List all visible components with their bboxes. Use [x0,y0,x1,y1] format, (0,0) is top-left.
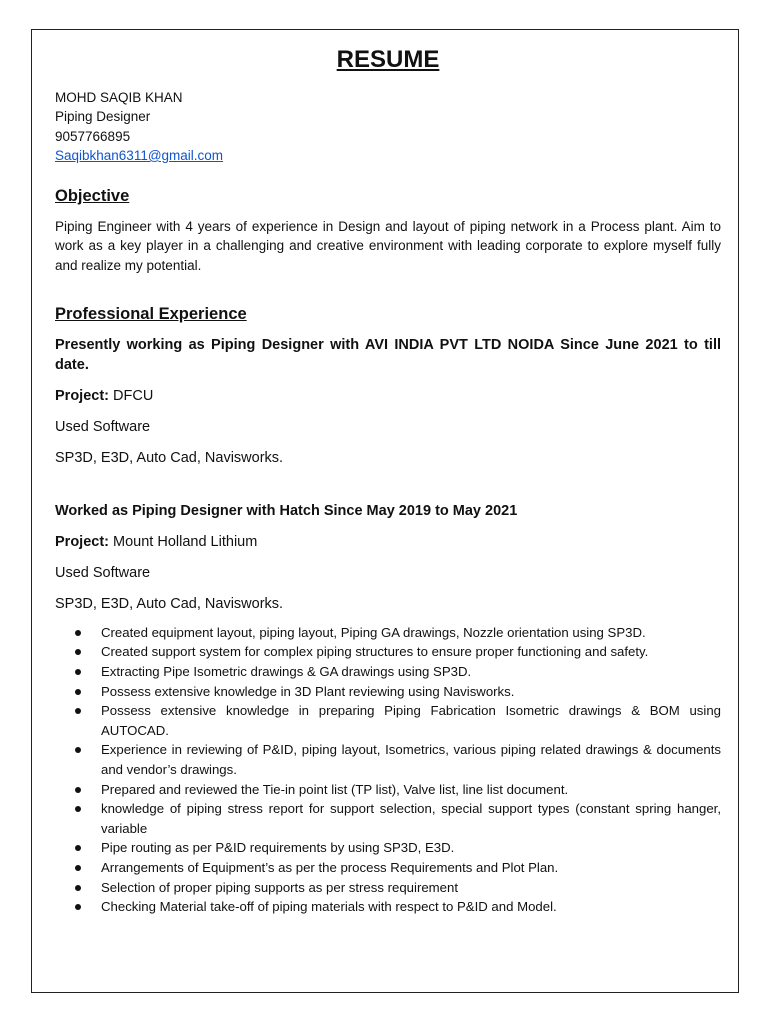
bullet-icon [75,747,81,753]
list-item [55,662,721,682]
bullet-icon [75,865,81,871]
software-list: SP3D, E3D, Auto Cad, Navisworks. [55,595,284,612]
list-item-text: Checking Material take-off of piping materials with respect to P&ID and Model. [101,899,557,915]
list-item-text: Selection of proper piping supports as per stress requirement [101,879,458,895]
list-item [55,838,721,858]
software-label: Used Software [55,564,151,581]
job-heading: Presently working as Piping Designer with AVI INDIA PVT LTD NOIDA Since June 2021 to till date. [55,336,721,373]
bullet-icon [75,787,81,793]
candidate-phone: 9057766895 [55,128,131,144]
job-project-line [55,386,721,406]
contact-block [55,88,721,165]
bullet-icon [75,669,81,675]
bullet-icon [75,689,81,695]
objective-heading: Objective [55,187,130,206]
project-label: Project: [55,533,109,550]
bullet-icon [75,885,81,891]
resume-title: RESUME [336,46,440,73]
list-item [55,701,721,740]
list-item-text: Pipe routing as per P&ID requirements by using SP3D, E3D. [101,840,455,856]
candidate-role: Piping Designer [55,109,151,125]
bullet-icon [75,904,81,910]
bullet-icon [75,630,81,636]
bullet-icon [75,708,81,714]
list-item [55,858,721,878]
job-project-line [55,532,721,552]
bullet-icon [75,806,81,812]
list-item-text: Arrangements of Equipment’s as per the process Requirements and Plot Plan. [101,859,559,875]
candidate-name: MOHD SAQIB KHAN [55,90,183,105]
bullet-icon [75,649,81,655]
software-label: Used Software [55,418,151,435]
list-item-text: Created equipment layout, piping layout, Piping GA drawings, Nozzle orientation using SP3D. [101,624,646,640]
list-item [55,623,721,643]
project-label: Project: [55,387,109,404]
software-list: SP3D, E3D, Auto Cad, Navisworks. [55,449,284,466]
list-item-text: Created support system for complex piping structures to ensure proper functioning and safety. [101,644,649,660]
list-item-text: Prepared and reviewed the Tie-in point list (TP list), Valve list, line list document. [101,781,569,797]
candidate-email-link[interactable]: Saqibkhan6311@gmail.com [55,147,224,163]
list-item-text: knowledge of piping stress report for support selection, special support types (constant spring hanger, variable [101,801,721,836]
resume-document [55,44,721,917]
responsibilities-list [55,623,721,917]
list-item [55,642,721,662]
job-heading: Worked as Piping Designer with Hatch Since May 2019 to May 2021 [55,502,518,519]
job-entry-previous [55,501,721,614]
list-item [55,897,721,917]
bullet-icon [75,845,81,851]
objective-text: Piping Engineer with 4 years of experience in Design and layout of piping network in a Process plant. Aim to work as a key player in a challenging and creative environment with leading corporate to explore myself fully and realize my potential. [55,219,721,273]
project-name: DFCU [113,387,154,404]
project-name: Mount Holland Lithium [113,533,258,550]
experience-heading: Professional Experience [55,304,247,323]
list-item-text: Possess extensive knowledge in preparing Piping Fabrication Isometric drawings & BOM using AUTOCAD. [101,703,721,738]
list-item-text: Possess extensive knowledge in 3D Plant reviewing using Navisworks. [101,683,515,699]
list-item [55,780,721,800]
list-item-text: Experience in reviewing of P&ID, piping layout, Isometrics, various piping related drawings & documents and vendor’s drawings. [101,742,721,777]
list-item [55,740,721,779]
list-item-text: Extracting Pipe Isometric drawings & GA drawings using SP3D. [101,663,472,679]
job-entry-current [55,335,721,468]
list-item [55,799,721,838]
list-item [55,682,721,702]
list-item [55,878,721,898]
